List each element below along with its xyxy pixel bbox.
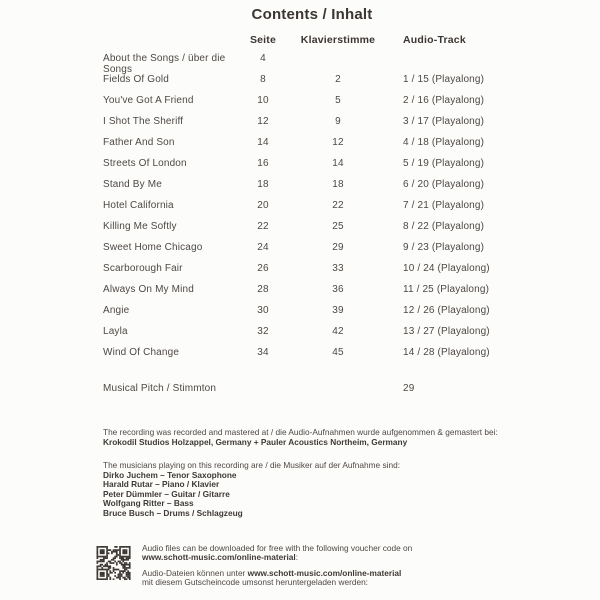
pitch-row-title: Musical Pitch / Stimmton xyxy=(103,383,217,394)
toc-row xyxy=(103,95,515,116)
page-title: Contents / Inhalt xyxy=(251,6,373,23)
song-title: Scarborough Fair xyxy=(103,263,183,274)
seite-value: 12 xyxy=(257,116,269,127)
musician-line: Bruce Busch – Drums / Schlagzeug xyxy=(103,507,243,518)
toc-row xyxy=(103,326,515,347)
klavier-value: 14 xyxy=(332,158,344,169)
toc-row xyxy=(103,53,515,74)
song-title: Stand By Me xyxy=(103,179,162,190)
song-title: Angie xyxy=(103,305,130,316)
song-title: You've Got A Friend xyxy=(103,95,194,106)
pitch-row xyxy=(103,383,515,394)
klavier-value: 2 xyxy=(335,74,341,85)
klavier-value: 42 xyxy=(332,326,344,337)
musicians-intro: The musicians playing on this recording are / die Musiker auf der Aufnahme sind: xyxy=(103,460,400,470)
toc-row xyxy=(103,284,515,305)
klavier-value: 12 xyxy=(332,137,344,148)
toc-row xyxy=(103,137,515,158)
seite-value: 24 xyxy=(257,242,269,253)
voucher-de-url: www.schott-music.com/online-material xyxy=(247,567,402,578)
voucher-section xyxy=(95,544,535,588)
klavier-value: 45 xyxy=(332,347,344,358)
voucher-de-prefix: Audio-Dateien können unter xyxy=(142,567,248,578)
klavier-value: 29 xyxy=(332,242,344,253)
song-title: Streets Of London xyxy=(103,158,187,169)
voucher-text xyxy=(142,544,535,588)
seite-value: 8 xyxy=(260,74,266,85)
toc-row xyxy=(103,305,515,326)
recording-note xyxy=(103,428,573,448)
seite-value: 28 xyxy=(257,284,269,295)
audio-track-value: 8 / 22 (Playalong) xyxy=(403,221,485,232)
voucher-en-suffix: : xyxy=(295,552,298,563)
audio-track-value: 5 / 19 (Playalong) xyxy=(403,158,485,169)
header-audio-track: Audio-Track xyxy=(403,34,466,46)
musician-line: Peter Dümmler – Guitar / Gitarre xyxy=(103,488,230,499)
seite-value: 16 xyxy=(257,158,269,169)
song-title: Sweet Home Chicago xyxy=(103,242,203,253)
voucher-en-line1: Audio files can be downloaded for free with the following voucher code on xyxy=(142,543,413,553)
toc-row xyxy=(103,200,515,221)
klavier-value: 22 xyxy=(332,200,344,211)
audio-track-value: 1 / 15 (Playalong) xyxy=(403,74,485,85)
song-title: Hotel California xyxy=(103,200,174,211)
klavier-value: 36 xyxy=(332,284,344,295)
klavier-value: 33 xyxy=(332,263,344,274)
musicians-list xyxy=(103,471,523,519)
seite-value: 14 xyxy=(257,137,269,148)
song-title: Layla xyxy=(103,326,128,337)
klavier-value: 39 xyxy=(332,305,344,316)
musician-line: Dirko Juchem – Tenor Saxophone xyxy=(103,469,237,480)
audio-track-value: 7 / 21 (Playalong) xyxy=(403,200,485,211)
klavier-value: 25 xyxy=(332,221,344,232)
audio-track-value: 4 / 18 (Playalong) xyxy=(403,137,485,148)
musician-line: Wolfgang Ritter – Bass xyxy=(103,498,194,509)
seite-value: 32 xyxy=(257,326,269,337)
recording-note-line1: The recording was recorded and mastered at / die Audio-Aufnahmen wurde aufgenommen & gemastert bei: xyxy=(103,427,498,437)
seite-value: 20 xyxy=(257,200,269,211)
song-title: Killing Me Softly xyxy=(103,221,177,232)
seite-value: 30 xyxy=(257,305,269,316)
seite-value: 22 xyxy=(257,221,269,232)
toc-row xyxy=(103,263,515,284)
toc-row xyxy=(103,242,515,263)
klavier-value: 18 xyxy=(332,179,344,190)
klavier-value: 9 xyxy=(335,116,341,127)
toc-row xyxy=(103,74,515,95)
recording-note-line2: Krokodil Studios Holzappel, Germany + Pauler Acoustics Northeim, Germany xyxy=(103,436,408,447)
audio-track-value: 14 / 28 (Playalong) xyxy=(403,347,490,358)
pitch-row-audio: 29 xyxy=(403,383,415,394)
header-seite: Seite xyxy=(249,34,277,46)
seite-value: 26 xyxy=(257,263,269,274)
song-title: Always On My Mind xyxy=(103,284,194,295)
toc-rows xyxy=(103,53,515,368)
voucher-en-line2 xyxy=(142,553,535,562)
audio-track-value: 2 / 16 (Playalong) xyxy=(403,95,485,106)
audio-track-value: 13 / 27 (Playalong) xyxy=(403,326,490,337)
seite-value: 4 xyxy=(260,53,266,64)
song-title: Wind Of Change xyxy=(103,347,180,358)
toc-row xyxy=(103,221,515,242)
voucher-en-url: www.schott-music.com/online-material xyxy=(142,552,296,563)
seite-value: 34 xyxy=(257,347,269,358)
toc-row xyxy=(103,116,515,137)
audio-track-value: 10 / 24 (Playalong) xyxy=(403,263,490,274)
song-title: Fields Of Gold xyxy=(103,74,170,85)
toc-row xyxy=(103,179,515,200)
song-title: Father And Son xyxy=(103,137,175,148)
song-title: I Shot The Sheriff xyxy=(103,116,184,127)
audio-track-value: 9 / 23 (Playalong) xyxy=(403,242,485,253)
voucher-en xyxy=(142,544,535,563)
song-title: About the Songs / über die Songs xyxy=(103,53,226,75)
klavier-value: 5 xyxy=(335,95,341,106)
toc-row xyxy=(103,158,515,179)
voucher-de-line2: mit diesem Gutscheincode umsonst heruntergeladen werden: xyxy=(142,577,368,588)
toc-row xyxy=(103,347,515,368)
toc-header xyxy=(103,34,515,46)
musicians-section xyxy=(103,461,523,519)
audio-track-value: 3 / 17 (Playalong) xyxy=(403,116,485,127)
header-klavierstimme: Klavierstimme xyxy=(300,34,376,46)
audio-track-value: 12 / 26 (Playalong) xyxy=(403,305,490,316)
voucher-de xyxy=(142,569,535,588)
audio-track-value: 6 / 20 (Playalong) xyxy=(403,179,485,190)
seite-value: 10 xyxy=(257,95,269,106)
qr-code-icon xyxy=(95,546,132,580)
audio-track-value: 11 / 25 (Playalong) xyxy=(403,284,490,295)
seite-value: 18 xyxy=(257,179,269,190)
musician-line: Harald Rutar – Piano / Klavier xyxy=(103,479,220,490)
